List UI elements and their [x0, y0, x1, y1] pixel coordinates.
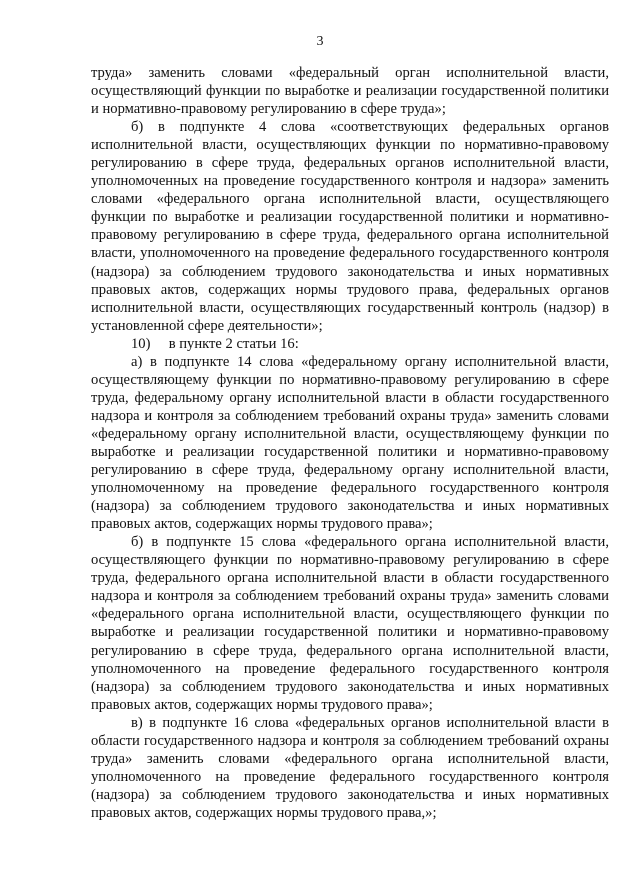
paragraph-item-9b: б) в подпункте 4 слова «соответствующих федеральных органов исполнительной власти, осуществляющих функции по нормативно-правовому регулированию в сфере труда, федеральных органов исполнительной власти, уполномоченных на проведение государственного контроля и надзора» заменить словами «федерального органа исполнительной власти, осуществляющего функции по выработке и реализации государственной политики и нормативно-правовому регулированию в сфере труда, федерального органа исполнительной власти, уполномоченного на проведение федерального государственного контроля (надзора) за соблюдением трудового законодательства и иных нормативных правовых актов, содержащих нормы трудового права, федеральных органов исполнительной власти, осуществляющих государственный контроль (надзор) в установленной сфере деятельности»; — [91, 119, 609, 334]
paragraph-item-10v: в) в подпункте 16 слова «федеральных органов исполнительной власти в области государственного надзора и контроля за соблюдением требований охраны труда» заменить словами «федерального органа исполнительной власти, уполномоченного на проведение федерального государственного контроля (надзора) за соблюдением трудового законодательства и иных нормативных правовых актов, содержащих нормы трудового права,»; — [91, 714, 609, 821]
document-body — [91, 64, 609, 822]
paragraph-continuation: труда» заменить словами «федеральный орган исполнительной власти, осуществляющий функции по выработке и реализации государственной политики и нормативно-правовому регулированию в сфере труда»; — [91, 65, 609, 118]
page-number: 3 — [316, 34, 324, 49]
paragraph-item-10a: а) в подпункте 14 слова «федеральному органу исполнительной власти, осуществляющему функции по нормативно-правовому регулированию в сфере труда, федеральному органу исполнительной власти в области государственного надзора и контроля за соблюдением требований охраны труда» заменить словами «федеральному органу исполнительной власти, осуществляющему функции по выработке и реализации государственной политики и нормативно-правовому регулированию в сфере труда, федеральному органу исполнительной власти, уполномоченному на проведение федерального государственного контроля (надзора) за соблюдением трудового законодательства и иных нормативных правовых актов, содержащих нормы трудового права»; — [91, 353, 609, 533]
paragraph-item-10-heading: 10) в пункте 2 статьи 16: — [131, 335, 299, 352]
paragraph-item-10b: б) в подпункте 15 слова «федерального органа исполнительной власти, осуществляющего функции по нормативно-правовому регулированию в сфере труда, федерального органа исполнительной власти в области государственного надзора и контроля за соблюдением требований охраны труда» заменить словами «федерального органа исполнительной власти, осуществляющего функции по выработке и реализации государственной политики и нормативно-правовому регулированию в сфере труда, федерального органа исполнительной власти, уполномоченного на проведение федерального государственного контроля (надзора) за соблюдением трудового законодательства и иных нормативных правовых актов, содержащих нормы трудового права»; — [91, 534, 609, 713]
